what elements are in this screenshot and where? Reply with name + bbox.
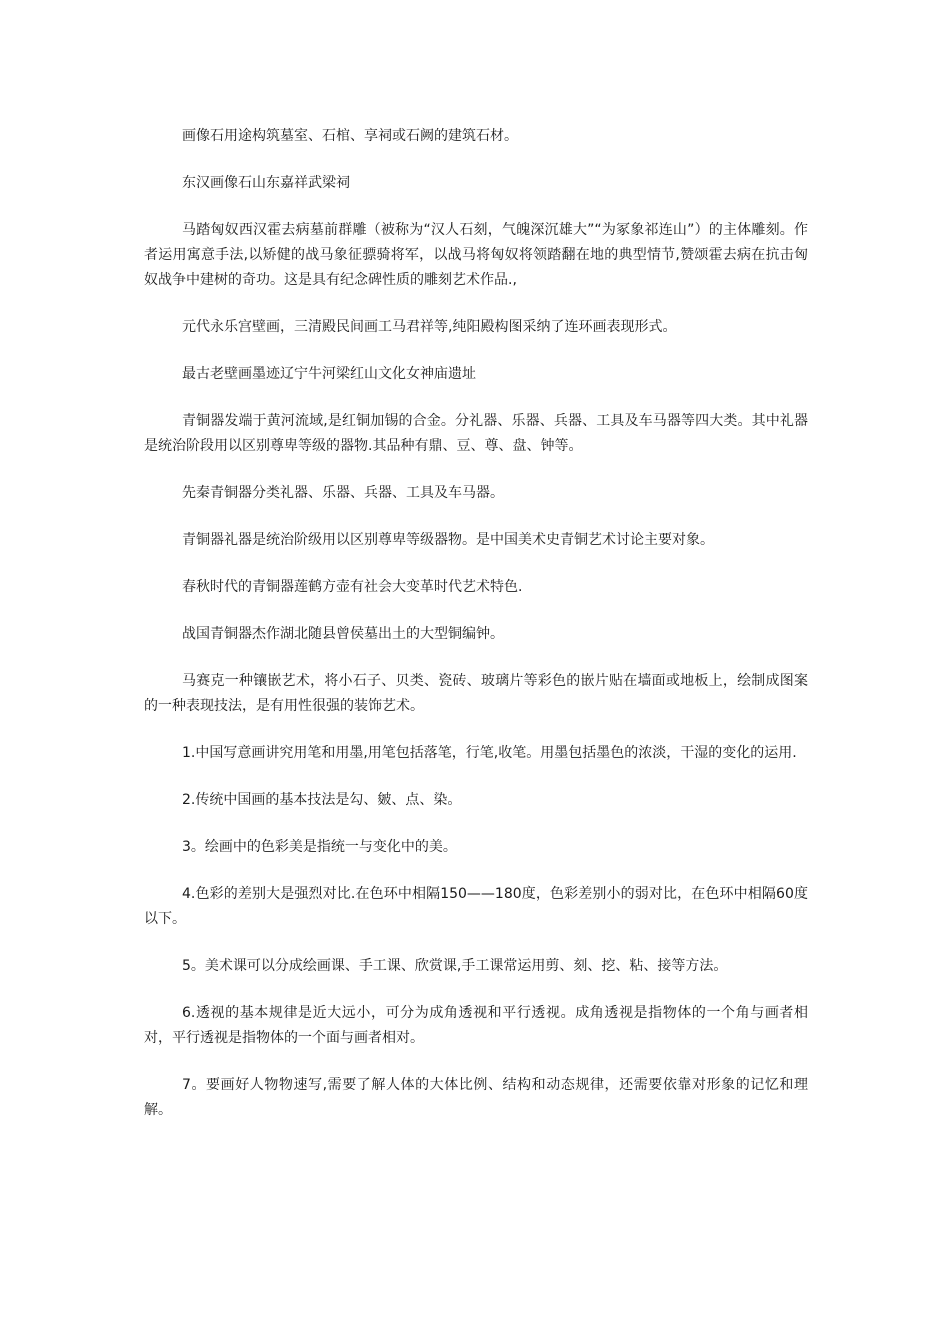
paragraph-pre-qin-bronze-types: 先秦青铜器分类礼器、乐器、兵器、工具及车马器。 — [182, 485, 504, 501]
paragraph-item-2: 2.传统中国画的基本技法是勾、皴、点、染。 — [182, 792, 462, 808]
document-body — [144, 124, 808, 1145]
paragraph-item-5: 5。美术课可以分成绘画课、手工课、欣赏课,手工课常运用剪、刻、挖、粘、接等方法。 — [182, 958, 728, 974]
paragraph-wuliang-shrine: 东汉画像石山东嘉祥武梁祠 — [182, 175, 350, 191]
paragraph-stone-relief-use: 画像石用途构筑墓室、石棺、享祠或石阙的建筑石材。 — [182, 128, 518, 144]
paragraph-item-1: 1.中国写意画讲究用笔和用墨,用笔包括落笔，行笔,收笔。用墨包括墨色的浓淡，干湿的变化的运用. — [182, 745, 797, 761]
paragraph-item-7: 7。要画好人物物速写,需要了解人体的大体比例、结构和动态规律，还需要依靠对形象的记忆和理解。 — [144, 1077, 808, 1118]
paragraph-bronze-origin: 青铜器发端于黄河流域,是红铜加锡的合金。分礼器、乐器、兵器、工具及车马器等四大类。其中礼器是统治阶段用以区别尊卑等级的器物.其品种有鼎、豆、尊、盘、钟等。 — [144, 413, 808, 454]
paragraph-oldest-mural: 最古老壁画墨迹辽宁牛河梁红山文化女神庙遗址 — [182, 366, 476, 382]
paragraph-item-4: 4.色彩的差别大是强烈对比.在色环中相隔150——180度，色彩差别小的弱对比，在色环中相隔60度以下。 — [144, 886, 808, 927]
paragraph-bianzhong-bells: 战国青铜器杰作湖北随县曾侯墓出土的大型铜编钟。 — [182, 626, 504, 642]
paragraph-lotus-crane-pot: 春秋时代的青铜器莲鹤方壶有社会大变革时代艺术特色. — [182, 579, 523, 595]
paragraph-yongle-palace-murals: 元代永乐宫壁画，三清殿民间画工马君祥等,纯阳殿构图采纳了连环画表现形式。 — [182, 319, 677, 335]
paragraph-horse-trampling-xiongnu: 马踏匈奴西汉霍去病墓前群雕（被称为“汉人石刻，气魄深沉雄大”“为冢象祁连山”）的主体雕刻。作者运用寓意手法,以矫健的战马象征骠骑将军，以战马将匈奴将领踏翻在地的典型情节,赞颂霍去病在抗击匈奴战争中建树的奇功。这是具有纪念碑性质的雕刻艺术作品., — [144, 222, 808, 288]
paragraph-mosaic: 马赛克一种镶嵌艺术，将小石子、贝类、瓷砖、玻璃片等彩色的嵌片贴在墙面或地板上，绘制成图案的一种表现技法，是有用性很强的装饰艺术。 — [144, 673, 808, 714]
paragraph-bronze-ritual: 青铜器礼器是统治阶级用以区别尊卑等级器物。是中国美术史青铜艺术讨论主要对象。 — [182, 532, 714, 548]
paragraph-item-3: 3。绘画中的色彩美是指统一与变化中的美。 — [182, 839, 457, 855]
paragraph-item-6: 6.透视的基本规律是近大远小，可分为成角透视和平行透视。成角透视是指物体的一个角与画者相对，平行透视是指物体的一个面与画者相对。 — [144, 1005, 808, 1046]
